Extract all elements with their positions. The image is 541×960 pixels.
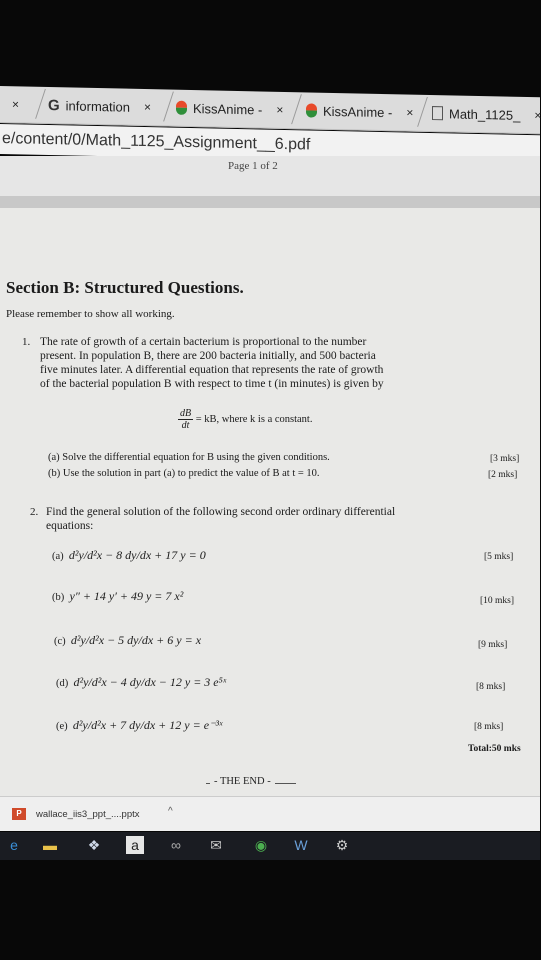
page-indicator: Page 1 of 2 [228,160,278,172]
close-icon[interactable]: × [12,97,20,112]
file-explorer-icon[interactable]: ▬ [43,837,57,853]
marks-label: [8 mks] [476,682,506,692]
close-icon[interactable]: × [406,105,414,120]
close-icon[interactable]: × [143,100,151,115]
total-marks: Total:50 mks [468,744,521,754]
question-2b: (b) y″ + 14 y′ + 49 y = 7 x² [52,589,184,603]
infinity-icon[interactable]: ∞ [171,837,181,853]
question-2d: (d) d²y/d²x − 4 dy/dx − 12 y = 3 e⁵ˣ [56,675,227,689]
tab-label: Math_1125_ [449,105,521,123]
tab-label: information [65,97,130,115]
chrome-icon[interactable]: ◉ [254,837,268,853]
taskbar [0,832,540,860]
close-icon[interactable]: × [276,102,284,117]
settings-icon[interactable]: ⚙ [335,837,349,853]
download-item[interactable]: wallace_iis3_ppt_....pptx [36,809,140,820]
question-2-text: Find the general solution of the following second order ordinary differential equations: [46,506,396,532]
powerpoint-icon: P [12,808,26,820]
question-2a: (a) d²y/d²x − 8 dy/dx + 17 y = 0 [52,548,206,562]
question-2e: (e) d²y/d²x + 7 dy/dx + 12 y = e⁻³ˣ [56,718,223,732]
close-icon[interactable]: × [534,108,541,123]
question-1a: (a) Solve the differential equation for B using the given conditions. [48,452,330,463]
end-label: - THE END - [210,776,275,787]
document-icon [432,106,443,120]
question-number: 2. [30,506,39,518]
url-text: e/content/0/Math_1125_Assignment__6.pdf [2,130,311,154]
tab-label: KissAnime - [323,103,393,120]
edge-icon[interactable]: e [10,837,18,853]
instruction-note: Please remember to show all working. [6,308,175,320]
question-2c: (c) d²y/d²x − 5 dy/dx + 6 y = x [54,633,202,647]
tab-information[interactable] [48,91,151,121]
marks-label: [3 mks] [490,454,520,464]
tab-blank[interactable] [12,90,19,118]
downloads-bar [0,796,540,831]
section-title: Section B: Structured Questions. [6,278,244,297]
kissanime-icon [306,103,317,117]
page-gap [0,196,540,208]
marks-label: [10 mks] [480,596,515,606]
marks-label: [5 mks] [484,552,514,562]
pdf-page [0,196,540,796]
question-1-text: The rate of growth of a certain bacterium is proportional to the number present. In population B, there are 200 bacteria initially, and 500 bacteria five minutes later. A differential equation that represents the rate of growth of the bacterial population B with respect to time t (in minutes) is given by [40,336,384,390]
marks-label: [8 mks] [474,722,504,732]
dropbox-icon[interactable]: ❖ [87,837,101,853]
marks-label: [9 mks] [478,640,508,650]
amazon-icon[interactable]: a [126,836,144,854]
tab-kissanime-1[interactable] [176,94,283,124]
marks-label: [2 mks] [488,470,518,480]
kissanime-icon [176,101,187,115]
question-1b: (b) Use the solution in part (a) to predict the value of B at t = 10. [48,468,320,479]
word-icon[interactable]: W [294,837,308,853]
tab-kissanime-2[interactable] [306,96,413,126]
question-number: 1. [22,336,31,348]
pdf-page-header [0,156,540,196]
tab-math-1125[interactable] [432,99,541,129]
mail-icon[interactable]: ✉ [210,837,222,853]
google-icon: G [48,96,60,114]
differential-equation: $\frac{dB}{dt}$ = kB, where k is a constant. [180,408,313,431]
tab-label: KissAnime - [193,100,263,117]
chevron-up-icon[interactable]: ^ [168,806,173,817]
